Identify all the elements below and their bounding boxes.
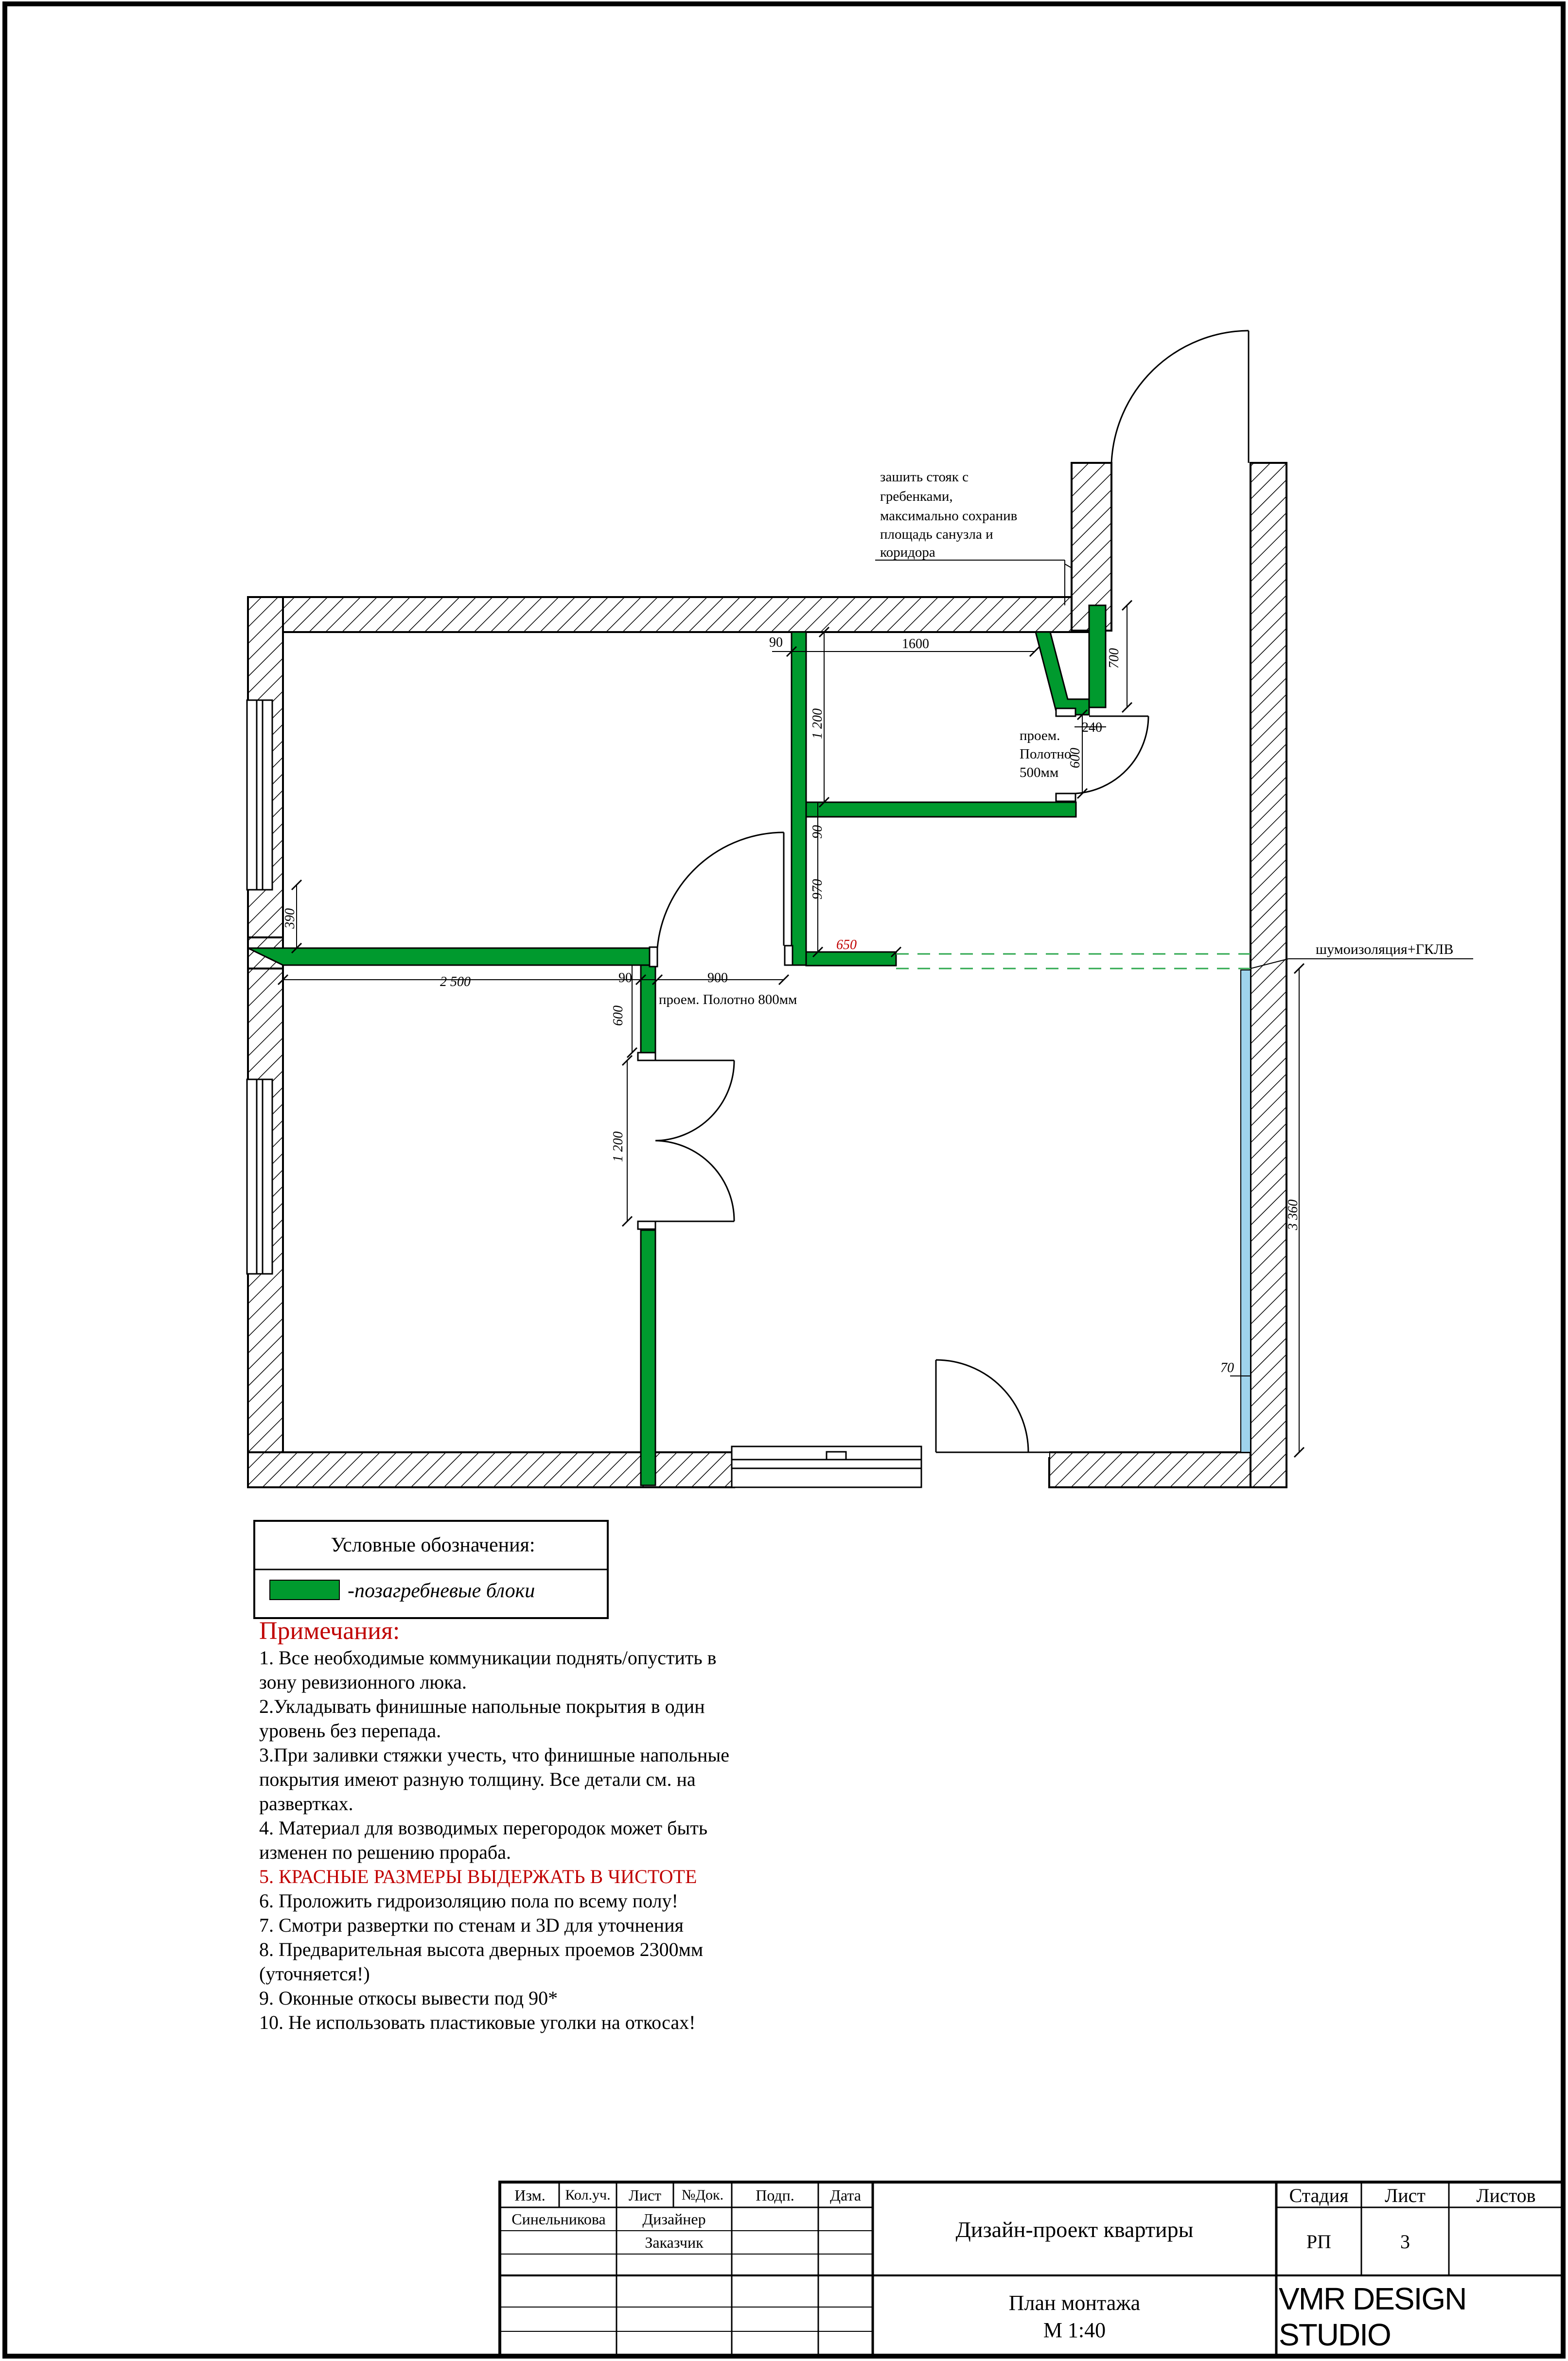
dim-650: 650 [836, 937, 857, 952]
note-line: (уточняется!) [259, 1963, 370, 1985]
callout-bath-opening [1020, 728, 1071, 780]
legend-green-swatch [270, 1580, 339, 1600]
exterior-walls [248, 463, 1286, 1487]
dim-90-left: 90 [618, 970, 632, 986]
note-line: 4. Материал для возводимых перегородок может быть [259, 1817, 708, 1839]
tb-stage-value: РП [1306, 2230, 1332, 2253]
right-wall [1251, 463, 1286, 1487]
note-line: 6. Проложить гидроизоляцию пола по всему полу! [259, 1890, 678, 1912]
dim-3360: 3 360 [1286, 1199, 1301, 1230]
dim-2500: 2 500 [440, 974, 471, 989]
soundproofing-strip [1241, 970, 1251, 1452]
main-door-swing [657, 832, 784, 948]
partition-riser-right [1089, 605, 1106, 707]
top-wall [248, 597, 1092, 632]
legend-item-label: -позагребневые блоки [348, 1580, 535, 1602]
tb-sheet-title [873, 2280, 1276, 2353]
notes-title: Примечания: [259, 1617, 400, 1645]
callout-soundproof: шумоизоляция+ГКЛВ [1316, 941, 1454, 957]
tb-header-podp: Подп. [756, 2186, 794, 2204]
svg-text:зашить стояк с: зашить стояк с [880, 469, 969, 485]
tb-header-ndok: №Док. [681, 2187, 724, 2203]
double-door-swing-bottom [655, 1141, 734, 1221]
tb-sheet-title-line2: М 1:40 [1043, 2318, 1106, 2342]
dashed-boundary [896, 954, 1251, 969]
dim-970: 970 [810, 879, 825, 899]
dim-1200-top: 1 200 [810, 708, 825, 739]
svg-text:гребенками,: гребенками, [880, 489, 953, 504]
double-door-swing-top [655, 1060, 734, 1141]
dim-1600: 1600 [902, 636, 929, 652]
dim-600-bath: 600 [1068, 748, 1083, 768]
partition-vertical-a-lower [641, 1230, 655, 1485]
partition-horizontal-mid [806, 802, 1076, 817]
callout-riser [880, 469, 1017, 560]
tb-header-data: Дата [830, 2186, 861, 2204]
window-upper [247, 700, 272, 890]
dim-90-mid: 90 [810, 825, 825, 839]
note-line: уровень без перепада. [259, 1720, 441, 1742]
partition-riser-angled [1036, 632, 1089, 715]
tb-sheets-value [1449, 2207, 1563, 2275]
note-line: зону ревизионного люка. [259, 1671, 467, 1693]
studio-logo-text: VMR DESIGN STUDIO [1279, 2281, 1466, 2352]
svg-text:коридора: коридора [880, 545, 935, 560]
tb-role-designer: Дизайнер [642, 2210, 706, 2228]
dim-700: 700 [1107, 648, 1122, 669]
partition-blocks [248, 605, 1106, 1485]
svg-text:Полотно: Полотно [1020, 746, 1072, 762]
balcony-door-swing [936, 1360, 1028, 1452]
svg-text:500мм: 500мм [1020, 765, 1059, 780]
legend-title: Условные обозначения: [331, 1534, 535, 1556]
note-line: 3.При заливки стяжки учесть, что финишные напольные [259, 1744, 730, 1766]
svg-text:проем.: проем. [1020, 728, 1060, 743]
note-line: 7. Смотри развертки по стенам и 3D для уточнения [259, 1914, 684, 1936]
svg-text:площадь санузла и: площадь санузла и [880, 527, 993, 542]
tb-sheets-header: Листов [1476, 2184, 1536, 2206]
note-line: 8. Предварительная высота дверных проемов 2300мм [259, 1938, 704, 1960]
tb-stage-header: Стадия [1289, 2184, 1349, 2206]
tb-sheet-header: Лист [1385, 2184, 1426, 2206]
note-line: покрытия имеют разную толщину. Все детали см. на [259, 1768, 696, 1790]
partition-vertical-b [792, 632, 806, 965]
note-line: изменен по решению прораба. [259, 1841, 511, 1863]
note-line: развертках. [259, 1793, 353, 1815]
entrance-door-swing [1111, 331, 1249, 463]
note-line: 10. Не использовать пластиковые уголки на откосах! [259, 2011, 696, 2033]
notes-section [259, 1617, 794, 2035]
callout-main-opening: проем. Полотно 800мм [659, 992, 797, 1007]
note-line: 1. Все необходимые коммуникации поднять/опустить в [259, 1647, 717, 1669]
tb-sheet-value: 3 [1400, 2230, 1410, 2253]
note-line: 2.Укладывать финишные напольные покрытия в один [259, 1695, 705, 1717]
tb-role-customer: Заказчик [645, 2233, 704, 2251]
tb-name: Синельникова [511, 2210, 606, 2228]
dim-390: 390 [282, 908, 298, 929]
tb-project-title: Дизайн-проект квартиры [955, 2217, 1194, 2242]
dim-70: 70 [1220, 1360, 1234, 1375]
tb-header-izm: Изм. [514, 2186, 546, 2204]
tb-header-list: Лист [628, 2186, 661, 2204]
partition-stub-650 [806, 952, 896, 966]
window-lower [247, 1079, 272, 1274]
dim-900: 900 [707, 970, 728, 986]
note-line-red: 5. КРАСНЫЕ РАЗМЕРЫ ВЫДЕРЖАТЬ В ЧИСТОТЕ [259, 1866, 697, 1887]
dim-1200-left: 1 200 [611, 1131, 626, 1162]
dim-90-top: 90 [769, 635, 783, 650]
dim-240: 240 [1082, 720, 1102, 735]
partition-horizontal-left [248, 948, 657, 965]
note-line: 9. Оконные откосы вывести под 90* [259, 1987, 558, 2009]
svg-text:максимально сохранив: максимально сохранив [880, 508, 1018, 524]
bottom-wall-left [248, 1452, 734, 1487]
tb-header-koluch: Кол.уч. [565, 2187, 611, 2203]
dim-600-left: 600 [611, 1005, 626, 1026]
tb-sheet-title-line1: План монтажа [1008, 2291, 1141, 2315]
